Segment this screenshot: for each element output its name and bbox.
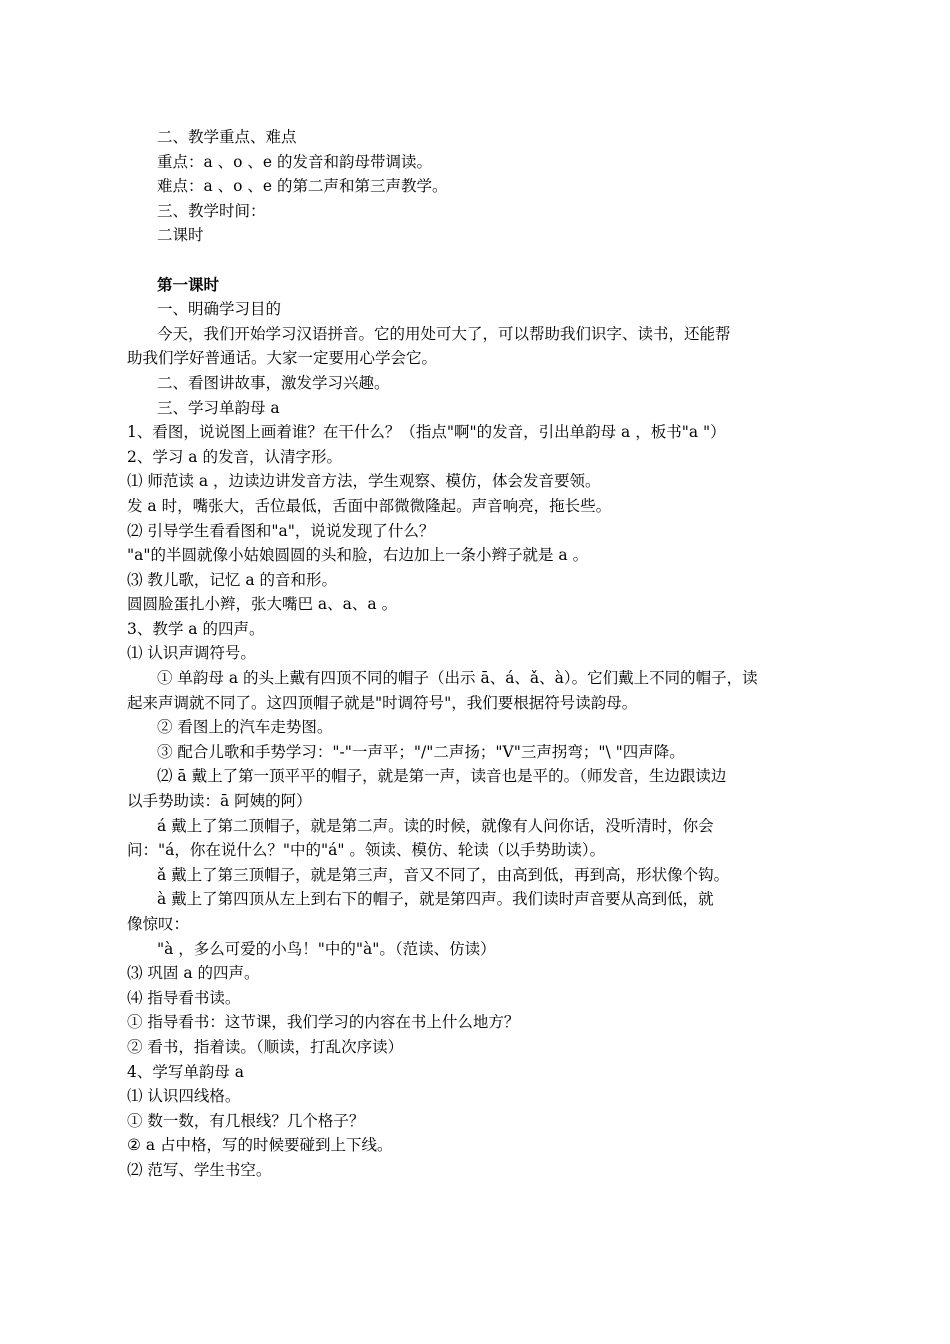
paragraph-line: 问："á，你在说什么？"中的"á" 。领读、模仿、轮读（以手势助读）。 [127,841,606,860]
paragraph-line: à 戴上了第四顶从左上到右下的帽子，就是第四声。我们读时声音要从高到低，就 [157,890,714,909]
difficult-point-text: 难点：a 、o 、e 的第二声和第三声教学。 [157,177,448,196]
list-item: ⑶ 教儿歌，记忆 a 的音和形。 [127,570,338,589]
section-heading: 一、明确学习目的 [157,300,282,319]
section-heading: 三、学习单韵母 a [157,398,280,417]
lesson-count-text: 二课时 [157,226,204,245]
list-item: ① 数一数，有几根线？几个格子？ [127,1111,365,1130]
paragraph [127,764,833,813]
quote-text: "à ，多么可爱的小鸟！"中的"à"。（范读、仿读） [157,939,496,958]
list-item: ⑴ 师范读 a ，边读边讲发音方法，学生观察、模仿，体会发音要领。 [127,472,601,491]
blank-line [157,248,833,273]
list-item: ⑷ 指导看书读。 [127,988,241,1007]
paragraph-line: á 戴上了第二顶帽子，就是第二声。读的时候，就像有人问你话，没听清时，你会 [157,816,714,835]
list-item: ⑴ 认识声调符号。 [127,644,256,663]
note-text: "a"的半圆就像小姑娘圆圆的头和脸，右边加上一条小辫子就是 a 。 [127,546,589,565]
paragraph [127,666,833,715]
list-item: 2、学习 a 的发音，认清字形。 [127,447,342,466]
paragraph-line: 以手势助读：ā 阿姨的阿） [127,792,312,811]
section-heading: 三、教学时间： [157,201,266,220]
section-heading: 二、看图讲故事，激发学习兴趣。 [157,373,390,392]
paragraph-line: 今天，我们开始学习汉语拼音。它的用处可大了，可以帮助我们识字、读书，还能帮 [157,324,731,343]
paragraph-line: 像惊叹： [127,915,190,933]
list-item: ③ 配合儿歌和手势学习："-"一声平；"/"二声扬；"V"三声拐弯；"\ "四声降。 [157,742,685,761]
key-point-text: 重点：a 、o 、e 的发音和韵母带调读。 [157,152,433,171]
paragraph [127,814,833,863]
list-item: ② 看图上的汽车走势图。 [157,718,333,737]
list-item: ⑶ 巩固 a 的四声。 [127,964,260,983]
list-item: 1、看图，说说图上画着谁？在干什么？（指点"啊"的发音，引出单韵母 a ，板书"a "） [127,423,726,442]
note-text: 圆圆脸蛋扎小辫，张大嘴巴 a、a、a 。 [127,595,398,614]
document-body [127,125,833,1183]
list-item: 3、教学 a 的四声。 [127,619,265,638]
paragraph-line: ⑵ ā 戴上了第一顶平平的帽子，就是第一声，读音也是平的。（师发音，生边跟读边 [157,767,727,786]
list-item: ⑵ 引导学生看看图和"a"，说说发现了什么？ [127,521,435,540]
paragraph-line: 助我们学好普通话。大家一定要用心学会它。 [127,349,438,368]
list-item: 4、学写单韵母 a [127,1062,245,1081]
list-item: ② 看书，指着读。（顺读，打乱次序读） [127,1037,404,1056]
note-text: 发 a 时，嘴张大，舌位最低，舌面中部微微隆起。声音响亮，拖长些。 [127,496,612,515]
lesson-title: 第一课时 [157,274,220,294]
paragraph-line: 起来声调就不同了。这四顶帽子就是"时调符号"，我们要根据符号读韵母。 [127,693,638,712]
list-item: ⑴ 认识四线格。 [127,1087,241,1106]
list-item: ② a 占中格，写的时候要碰到上下线。 [127,1136,393,1155]
section-heading: 二、教学重点、难点 [157,128,297,146]
paragraph [127,322,833,371]
paragraph [127,887,833,936]
list-item: ① 指导看书：这节课，我们学习的内容在书上什么地方？ [127,1013,520,1032]
paragraph: ǎ 戴上了第三顶帽子，就是第三声，音又不同了，由高到低，再到高，形状像个钩。 [157,865,730,884]
list-item: ⑵ 范写、学生书空。 [127,1160,272,1179]
paragraph-line: ① 单韵母 a 的头上戴有四顶不同的帽子（出示 ā、á、ǎ、à）。它们戴上不同的帽子，读 [157,669,758,688]
